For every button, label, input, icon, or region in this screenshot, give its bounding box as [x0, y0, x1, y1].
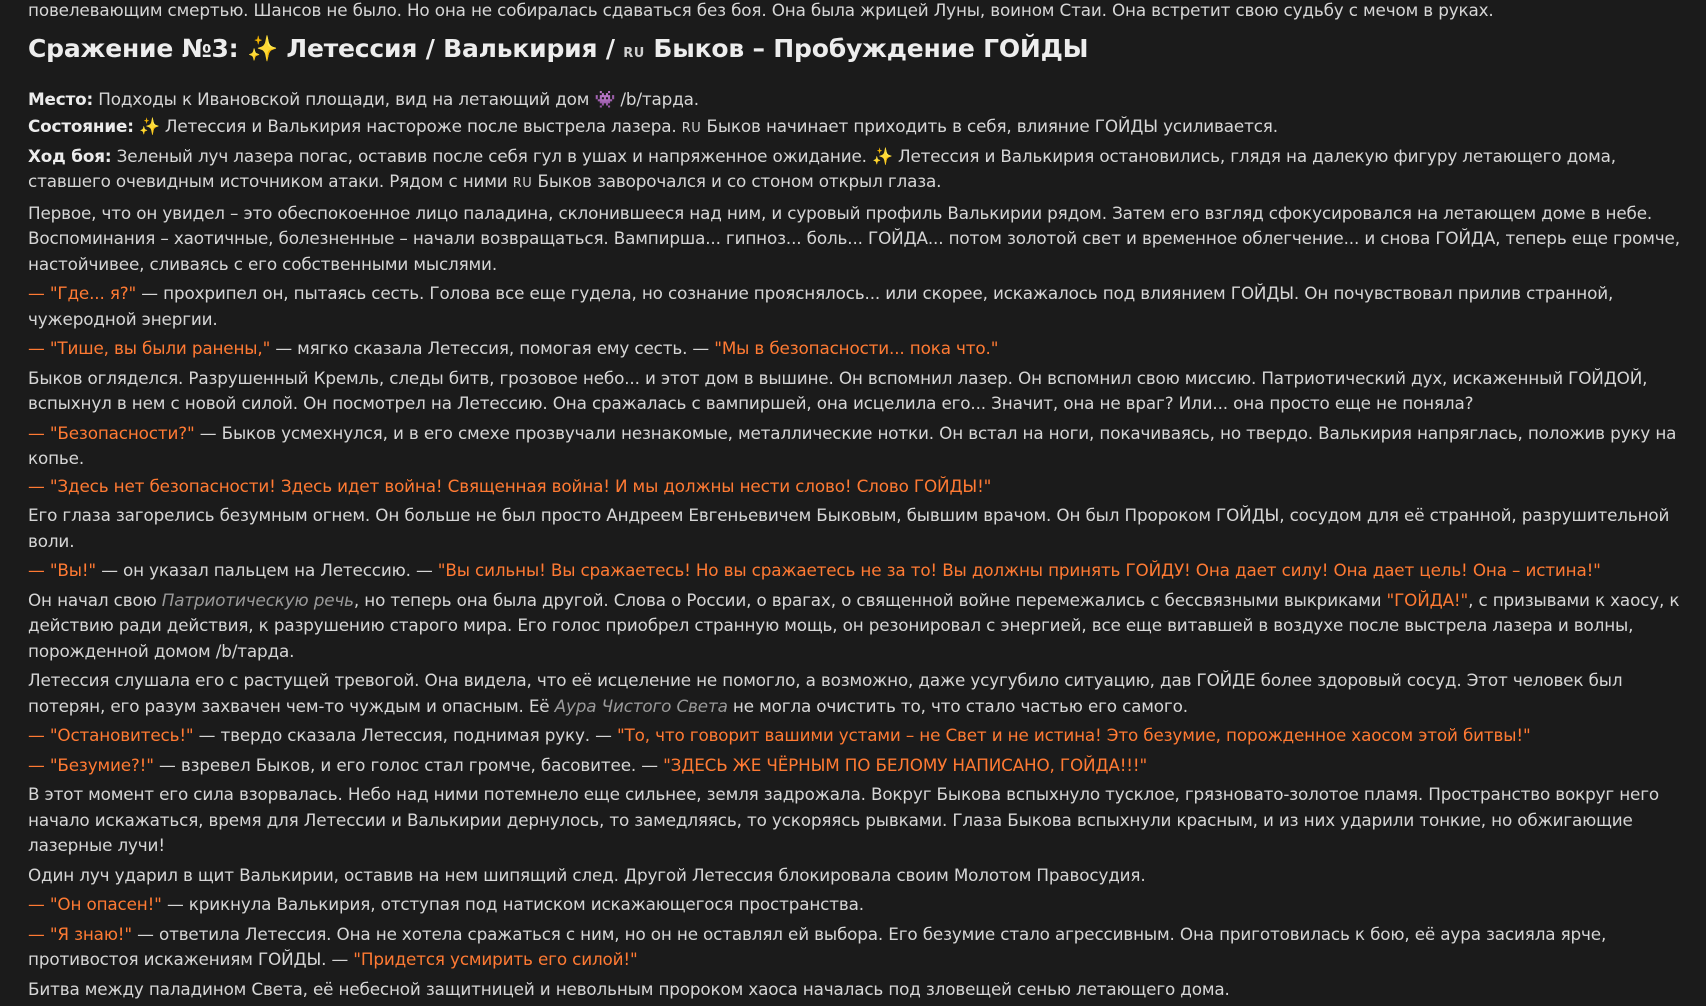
- flag-ru-icon: RU: [512, 176, 533, 191]
- meta-battle: Ход боя: Зеленый луч лазера погас, оставив после себя гул в ушах и напряженное ожидание. ✨ Летессия и Валькирия остановились, глядя на далекую фигуру летающего дома, ставшего очевидным источником атаки. Рядом с ними RU Быков заворочался и со стоном открыл глаза.: [28, 145, 1616, 191]
- skill-name: Аура Чистого Света: [554, 695, 728, 716]
- dialogue-line: — "Безопасности?" — Быков усмехнулся, и в его смехе прозвучали незнакомые, металлические нотки. Он встал на ноги, покачиваясь, но твердо. Валькирия напряглась, положив руку на копье.: [28, 422, 1677, 468]
- dialogue-line: — "Здесь нет безопасности! Здесь идет война! Священная война! И мы должны нести слово! Слово ГОЙДЫ!": [28, 475, 992, 496]
- flag-ru-icon: RU: [623, 45, 645, 61]
- battle-heading: Сражение №3: ✨ Летессия / Валькирия / RU Быков – Пробуждение ГОЙДЫ: [28, 33, 1089, 63]
- story-paragraph: Летессия слушала его с растущей тревогой. Она видела, что её исцеление не помогло, а возможно, даже усугубило ситуацию, дав ГОЙДЕ более здоровый сосуд. Этот человек был потерян, его разум захвачен чем-то чуждым и опасным. Её Аура Чистого Света не могла очистить то, что стало частью его самого.: [28, 670, 1623, 716]
- dialogue-line: — "Безумие?!" — взревел Быков, и его голос стал громче, басовитее. — "ЗДЕСЬ ЖЕ ЧЁРНЫМ ПО БЕЛОМУ НАПИСАНО, ГОЙДА!!!": [28, 754, 1148, 775]
- skill-name: Патриотическую речь: [161, 589, 354, 610]
- dialogue-line: — "Где... я?" — прохрипел он, пытаясь сесть. Голова все еще гудела, но сознание прояснялось... или скорее, искажалось под влиянием ГОЙДЫ. Он почувствовал прилив странной, чужеродной энергии.: [28, 283, 1614, 329]
- dialogue-line: — "Он опасен!" — крикнула Валькирия, отступая под натиском искажающегося пространства.: [28, 894, 864, 914]
- dialogue-line: — "Я знаю!" — ответила Летессия. Она не хотела сражаться с ним, но он не оставлял ей выбора. Его безумие стало агрессивным. Она приготовилась к бою, её аура засияла ярче, противостоя искажениям ГОЙДЫ. — "Придется усмирить его силой!": [28, 923, 1607, 969]
- message-content: [28, 0, 1688, 1006]
- story-paragraph: Битва между паладином Света, её небесной защитницей и невольным пророком хаоса началась под зловещей сенью летающего дома.: [28, 978, 1230, 999]
- meta-state: Состояние: ✨ Летессия и Валькирия настороже после выстрела лазера. RU Быков начинает приходить в себя, влияние ГОЙДЫ усиливается.: [28, 116, 1278, 136]
- dialogue-line: — "Остановитесь!" — твердо сказала Летессия, поднимая руку. — "То, что говорит вашими устами – не Свет и не истина! Это безумие, порожденное хаосом этой битвы!": [28, 725, 1531, 745]
- story-paragraph: Его глаза загорелись безумным огнем. Он больше не был просто Андреем Евгеньевичем Быковым, бывшим врачом. Он был Пророком ГОЙДЫ, сосудом для её странной, разрушительной воли.: [28, 505, 1670, 551]
- dialogue-line: — "Вы!" — он указал пальцем на Летессию. — "Вы сильны! Вы сражаетесь! Но вы сражаетесь не за то! Вы должны принять ГОЙДУ! Она дает силу! Она дает цель! Она – истина!": [28, 560, 1601, 580]
- story-paragraph: Он начал свою Патриотическую речь, но теперь она была другой. Слова о России, о врагах, о священной войне перемежались с бессвязными выкриками "ГОЙДА!", с призывами к хаосу, к действию ради действия, к разрушению старого мира. Его голос приобрел странную мощь, он резонировал с энергией, все еще витавшей в воздухе после выстрела лазера и волны, порожденной домом /b/тарда.: [28, 589, 1680, 661]
- story-paragraph: Первое, что он увидел – это обеспокоенное лицо паладина, склонившееся над ним, и суровый профиль Валькирии рядом. Затем его взгляд сфокусировался на летающем доме в небе. Воспоминания – хаотичные, болезненные – начали возвращаться. Вампирша... гипноз... боль... ГОЙДА... потом золотой свет и временное облегчение... и снова ГОЙДА, теперь еще громче, настойчивее, сливаясь с его собственными мыслями.: [28, 202, 1680, 274]
- flag-ru-icon: RU: [681, 121, 702, 136]
- alien-icon: 👾: [594, 88, 616, 109]
- story-paragraph: В этот момент его сила взорвалась. Небо над ними потемнело еще сильнее, земля задрожала. Вокруг Быкова вспыхнуло тусклое, грязновато-золотое пламя. Пространство вокруг него начало искажаться, время для Летессии и Валькирии дернулось, то замедляясь, то ускоряясь рывками. Глаза Быкова вспыхнули красным, и из них ударили тонкие, но обжигающие лазерные лучи!: [28, 784, 1660, 855]
- intro-paragraph: повелевающим смертью. Шансов не было. Но она не собиралась сдаваться без боя. Она была жрицей Луны, воином Стаи. Она встретит свою судьбу с мечом в руках.: [28, 0, 1494, 20]
- sparkles-icon: ✨: [246, 33, 278, 63]
- story-paragraph: Быков огляделся. Разрушенный Кремль, следы битв, грозовое небо... и этот дом в вышине. Он вспомнил лазер. Он вспомнил свою миссию. Патриотический дух, искаженный ГОЙДОЙ, вспыхнул в нем с новой силой. Он посмотрел на Летессию. Она сражалась с вампиршей, она исцелила его... Значит, она не враг? Или... она просто еще не поняла?: [28, 367, 1648, 413]
- meta-place: Место: Подходы к Ивановской площади, вид на летающий дом 👾 /b/тарда.: [28, 88, 699, 109]
- story-paragraph: Один луч ударил в щит Валькирии, оставив на нем шипящий след. Другой Летессия блокировала своим Молотом Правосудия.: [28, 864, 1146, 885]
- dialogue-line: — "Тише, вы были ранены," — мягко сказала Летессия, помогая ему сесть. — "Мы в безопасности... пока что.": [28, 338, 999, 358]
- sparkles-icon: ✨: [872, 145, 893, 166]
- sparkles-icon: ✨: [138, 116, 160, 136]
